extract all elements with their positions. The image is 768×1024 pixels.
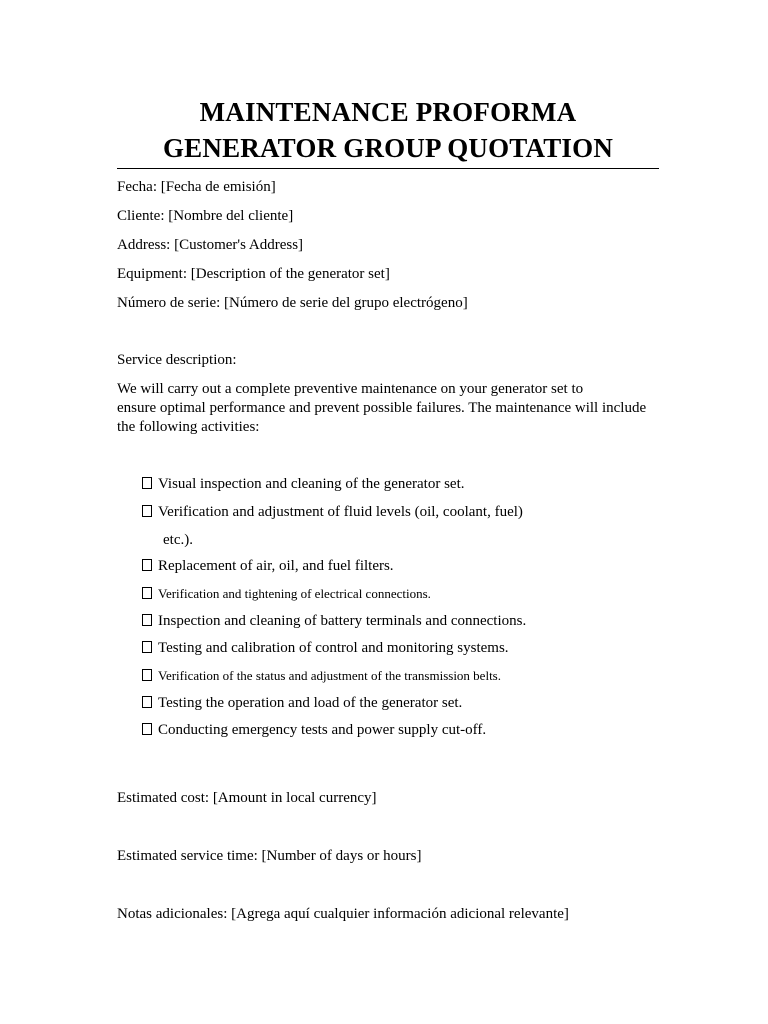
- serial-number-field: Número de serie: [Número de serie del grupo electrógeno]: [117, 295, 468, 311]
- checkbox-icon: [142, 696, 152, 708]
- client-field: Cliente: [Nombre del cliente]: [117, 208, 294, 224]
- checkbox-icon: [142, 614, 152, 626]
- activity-text: Inspection and cleaning of battery terminals and connections.: [158, 613, 527, 629]
- activity-item: [142, 721, 486, 739]
- checkbox-icon: [142, 723, 152, 735]
- title-line-2: GENERATOR GROUP QUOTATION: [162, 133, 614, 163]
- activity-text: Testing and calibration of control and monitoring systems.: [158, 640, 509, 656]
- checkbox-icon: [142, 559, 152, 571]
- activity-text: Verification and tightening of electrical connections.: [158, 586, 431, 601]
- service-heading: Service description:: [117, 352, 237, 368]
- title-line-1: MAINTENANCE PROFORMA: [199, 97, 577, 127]
- checkbox-icon: [142, 669, 152, 681]
- activity-text: Visual inspection and cleaning of the generator set.: [158, 476, 465, 492]
- activity-item: [142, 639, 509, 657]
- estimated-service-time: Estimated service time: [Number of days or hours]: [117, 848, 422, 864]
- checkbox-icon: [142, 587, 152, 599]
- paragraph-line-3: the following activities:: [117, 419, 260, 435]
- checkbox-icon: [142, 505, 152, 517]
- paragraph-line-1: We will carry out a complete preventive maintenance on your generator set to: [117, 381, 584, 397]
- estimated-cost: Estimated cost: [Amount in local currency]: [117, 790, 377, 806]
- paragraph-line-2: ensure optimal performance and prevent possible failures. The maintenance will include: [117, 400, 647, 416]
- service-paragraph: [117, 380, 677, 437]
- activity-text: Replacement of air, oil, and fuel filters.: [158, 558, 394, 574]
- activity-item: [142, 667, 501, 685]
- activity-continuation: etc.).: [163, 532, 193, 548]
- activity-item: [142, 612, 526, 630]
- document-title: [117, 94, 659, 169]
- date-field: Fecha: [Fecha de emisión]: [117, 179, 276, 195]
- checkbox-icon: [142, 477, 152, 489]
- activity-item: [142, 694, 462, 712]
- activity-item: [142, 585, 431, 603]
- activity-item: [142, 557, 394, 575]
- activity-item: [142, 475, 465, 493]
- activity-text: Verification and adjustment of fluid levels (oil, coolant, fuel): [158, 504, 523, 520]
- additional-notes: Notas adicionales: [Agrega aquí cualquier información adicional relevante]: [117, 906, 569, 922]
- equipment-field: Equipment: [Description of the generator set]: [117, 266, 390, 282]
- activity-text: Testing the operation and load of the generator set.: [158, 695, 463, 711]
- activity-item: [142, 503, 523, 521]
- checkbox-icon: [142, 641, 152, 653]
- address-field: Address: [Customer's Address]: [117, 237, 304, 253]
- activity-text: Conducting emergency tests and power supply cut-off.: [158, 722, 487, 738]
- activity-text: Verification of the status and adjustment of the transmission belts.: [158, 668, 501, 683]
